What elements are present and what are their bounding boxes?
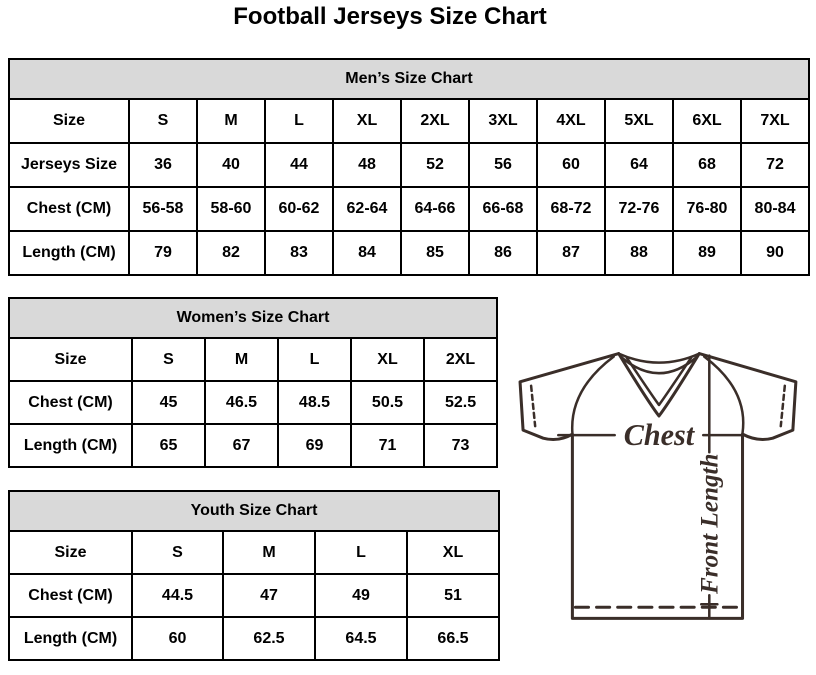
size-cell: S [129, 99, 197, 143]
value-cell: 60-62 [265, 187, 333, 231]
size-cell: 4XL [537, 99, 605, 143]
table-row [9, 338, 497, 381]
value-cell: 69 [278, 424, 351, 467]
size-cell: M [223, 531, 315, 574]
jersey-outline [520, 354, 796, 619]
size-cell: M [205, 338, 278, 381]
value-cell: 67 [205, 424, 278, 467]
value-cell: 85 [401, 231, 469, 275]
size-cell: S [132, 531, 223, 574]
youth-section-title: Youth Size Chart [9, 491, 499, 531]
value-cell: 60 [132, 617, 223, 660]
value-cell: 51 [407, 574, 499, 617]
armhole-seam-left [572, 357, 613, 434]
value-cell: 47 [223, 574, 315, 617]
value-cell: 60 [537, 143, 605, 187]
mens-section-title: Men’s Size Chart [9, 59, 809, 99]
value-cell: 64-66 [401, 187, 469, 231]
value-cell: 83 [265, 231, 333, 275]
youth-size-table [8, 490, 500, 661]
jersey-line-art [520, 354, 796, 619]
jersey-measurement-diagram [513, 343, 815, 633]
value-cell: 76-80 [673, 187, 741, 231]
value-cell: 71 [351, 424, 424, 467]
value-cell: 73 [424, 424, 497, 467]
value-cell: 52 [401, 143, 469, 187]
row-label-cell: Size [9, 531, 132, 574]
table-row [9, 231, 809, 275]
value-cell: 88 [605, 231, 673, 275]
table-row [9, 617, 499, 660]
value-cell: 56 [469, 143, 537, 187]
value-cell: 89 [673, 231, 741, 275]
table-row [9, 143, 809, 187]
womens-size-table [8, 297, 498, 468]
value-cell: 82 [197, 231, 265, 275]
value-cell: 68-72 [537, 187, 605, 231]
value-cell: 72 [741, 143, 809, 187]
value-cell: 64.5 [315, 617, 407, 660]
value-cell: 66-68 [469, 187, 537, 231]
size-cell: XL [407, 531, 499, 574]
value-cell: 84 [333, 231, 401, 275]
size-cell: M [197, 99, 265, 143]
youth-title-row [9, 491, 499, 531]
value-cell: 86 [469, 231, 537, 275]
size-cell: L [278, 338, 351, 381]
womens-title-row [9, 298, 497, 338]
value-cell: 44 [265, 143, 333, 187]
row-label-cell: Length (CM) [9, 424, 132, 467]
value-cell: 79 [129, 231, 197, 275]
value-cell: 48.5 [278, 381, 351, 424]
value-cell: 52.5 [424, 381, 497, 424]
size-cell: 6XL [673, 99, 741, 143]
page-title: Football Jerseys Size Chart [233, 3, 547, 30]
table-row [9, 99, 809, 143]
cuff-stitch-left [531, 386, 535, 426]
row-label-cell: Jerseys Size [9, 143, 129, 187]
value-cell: 45 [132, 381, 205, 424]
table-row [9, 381, 497, 424]
size-cell: XL [351, 338, 424, 381]
value-cell: 66.5 [407, 617, 499, 660]
size-cell: XL [333, 99, 401, 143]
size-cell: L [315, 531, 407, 574]
table-row [9, 187, 809, 231]
size-cell: L [265, 99, 333, 143]
value-cell: 90 [741, 231, 809, 275]
value-cell: 56-58 [129, 187, 197, 231]
size-cell: 3XL [469, 99, 537, 143]
size-cell: S [132, 338, 205, 381]
table-row [9, 531, 499, 574]
size-cell: 2XL [424, 338, 497, 381]
row-label-cell: Length (CM) [9, 617, 132, 660]
mens-size-table [8, 58, 810, 276]
table-row [9, 424, 497, 467]
table-row [9, 574, 499, 617]
row-label-cell: Chest (CM) [9, 574, 132, 617]
womens-section-title: Women’s Size Chart [9, 298, 497, 338]
chest-label: Chest [623, 418, 695, 453]
value-cell: 64 [605, 143, 673, 187]
row-label-cell: Size [9, 338, 132, 381]
row-label-cell: Length (CM) [9, 231, 129, 275]
value-cell: 62-64 [333, 187, 401, 231]
value-cell: 80-84 [741, 187, 809, 231]
size-cell: 5XL [605, 99, 673, 143]
size-cell: 2XL [401, 99, 469, 143]
value-cell: 36 [129, 143, 197, 187]
row-label-cell: Chest (CM) [9, 187, 129, 231]
value-cell: 87 [537, 231, 605, 275]
value-cell: 48 [333, 143, 401, 187]
mens-title-row [9, 59, 809, 99]
value-cell: 44.5 [132, 574, 223, 617]
value-cell: 50.5 [351, 381, 424, 424]
value-cell: 46.5 [205, 381, 278, 424]
row-label-cell: Chest (CM) [9, 381, 132, 424]
row-label-cell: Size [9, 99, 129, 143]
front-length-label: Front Length [696, 453, 724, 594]
value-cell: 72-76 [605, 187, 673, 231]
value-cell: 40 [197, 143, 265, 187]
cuff-stitch-right [781, 386, 785, 426]
value-cell: 62.5 [223, 617, 315, 660]
value-cell: 58-60 [197, 187, 265, 231]
value-cell: 49 [315, 574, 407, 617]
value-cell: 68 [673, 143, 741, 187]
size-cell: 7XL [741, 99, 809, 143]
collar-back-curve-outer [619, 354, 700, 363]
value-cell: 65 [132, 424, 205, 467]
